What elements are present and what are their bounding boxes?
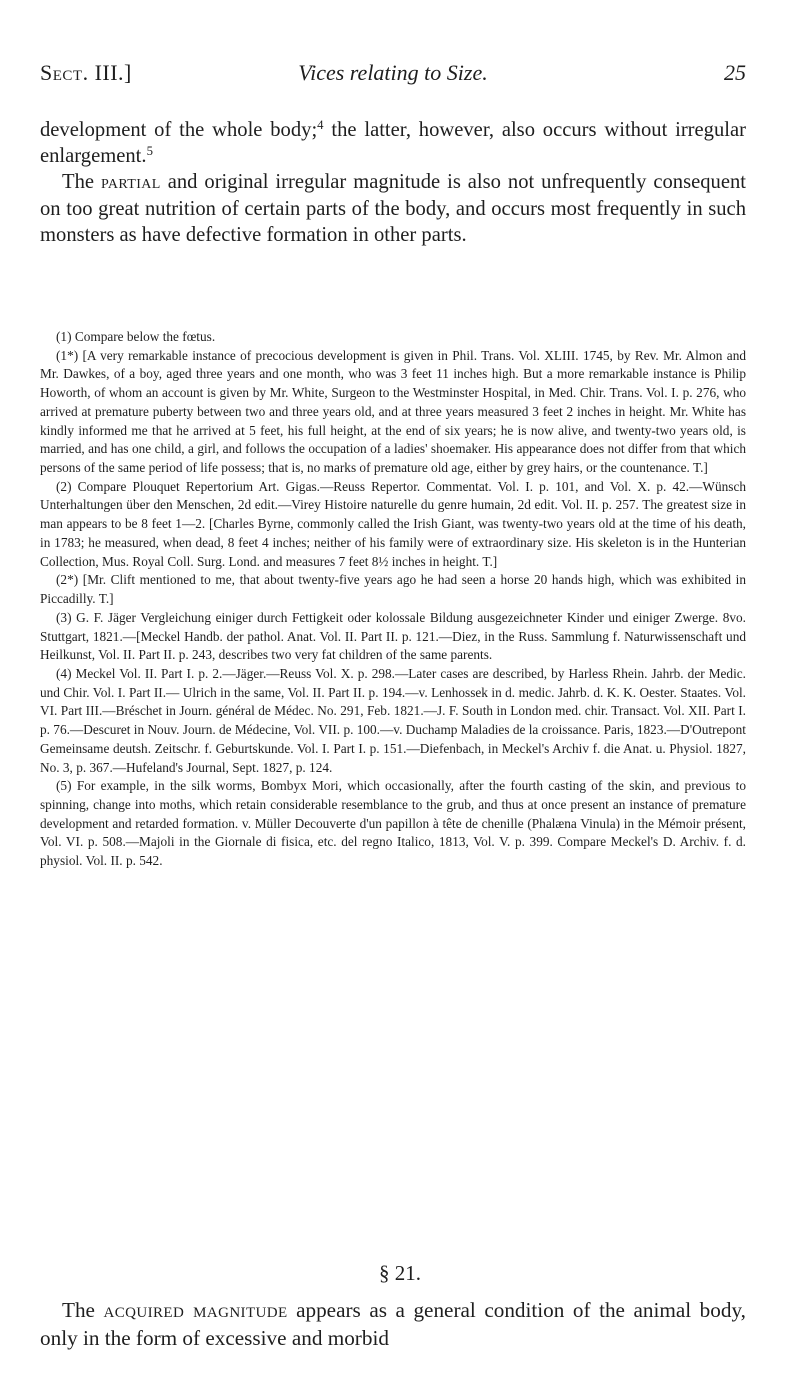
text-run: the latter, however, also occurs without irregular enlargement. (40, 119, 746, 168)
footnotes (40, 328, 746, 871)
text-run: development of the whole body; (40, 119, 318, 141)
text-run: and original irregular magnitude is also not unfrequently consequent on too great nutrition of certain parts of the body, and occurs most frequently in such monsters as have defective formation in other parts. (40, 171, 746, 246)
footnote-1: (1) Compare below the fœtus. (56, 329, 216, 344)
section-label: Sect. III.] (40, 60, 132, 85)
footnote-4: (4) Meckel Vol. II. Part I. p. 2.—Jäger.—Reuss Vol. X. p. 298.—Later cases are described, by Harless Rhein. Jahrb. der Medic. und Chir. Vol. I. Part II.— Ulrich in the same, Vol. II. Part II. p. 194.—v. Lenhossek in d. medic. Jahrb. d. K. K. Oester. Staates. Vol. VI. Part III.—Bréschet in Journ. général de Médec. No. 291, Feb. 1821.—J. F. South in London med. chir. Transact. Vol. XII. Part I. p. 76.—Descuret in Nouv. Journ. de Médecine, Vol. VII. p. 100.—v. Duchamp Maladies de la croissance. Paris, 1823.—D'Outrepont Gemeinsame deutsh. Zeitschr. f. Geburtskunde. Vol. I. Part I. p. 151.—Diefenbach, in Meckel's Archiv f. die Anat. u. Physiol. 1827, No. 3, p. 367.—Hufeland's Journal, Sept. 1827, p. 124. (40, 665, 747, 775)
small-caps-term: partial (100, 171, 161, 194)
section-heading: § 21. (379, 1261, 421, 1285)
paragraph-acquired-magnitude (40, 1296, 746, 1352)
footnote-5: (5) For example, in the silk worms, Bombyx Mori, which occasionally, after the fourth casting of the skin, and previous to spinning, change into moths, which retain considerable resemblance to the grub, and thus at once present an instance of premature development and retarded formation. v. Müller Decouverte d'un papillon à tête de chenille (Phalæna Vinula) in the Mémoir présent, Vol. VI. p. 508.—Majoli in the Giornale di fisica, etc. del regno Italico, 1813, Vol. V. p. 399. Compare Meckel's D. Archiv. f. d. physiol. Vol. II. p. 542. (40, 778, 746, 869)
text-run: appears as a general condition of the animal body, only in the form of excessive and morbid (40, 1298, 746, 1350)
page-number: 25 (724, 60, 746, 85)
footnote-1-star: (1*) [A very remarkable instance of precocious development is given in Phil. Trans. Vol. XLIII. 1745, by Rev. Mr. Almon and Mr. Dawkes, of a boy, aged three years and one month, who was 3 feet 11 inches high. But a more remarkable instance is Philip Howorth, of whom an account is given by Mr. White, Surgeon to the Westminster Hospital, in Med. Chir. Trans. Vol. I. p. 276, who arrived at premature puberty between two and three years old, and at three years measured 3 feet 2 inches in height. Mr. White has kindly informed me that he arrived at 5 feet, his full height, at the end of six years; he is now alive, and twenty-two years old, is married, and has one child, a girl, and follows the occupation of a ladies' shoemaker. His appearance does not differ from that which persons of the same period of life possess; that is, no marks of premature old age, either by grey hairs, or the countenance. T.] (40, 347, 746, 476)
paragraph-continued (40, 117, 746, 169)
small-caps-term: acquired magnitude (103, 1298, 288, 1322)
main-text (40, 117, 746, 248)
footnote-ref-4[interactable]: 4 (317, 117, 324, 132)
section-21-text (40, 1296, 746, 1352)
footnote-2: (2) Compare Plouquet Repertorium Art. Gigas.—Reuss Repertor. Commentat. Vol. I. p. 101, and Vol. X. p. 42.—Wünsch Unterhaltungen über den Menschen, 2d edit.—Virey Histoire naturelle du genre humain, 2d edit. Vol. II. p. 257. The greatest size in man appears to be 8 feet 1—2. [Charles Byrne, commonly called the Irish Giant, was twenty-two years old at the time of his death, in 1783; he measured, when dead, 8 feet 4 inches; neither of his family were of extraordinary size. His skeleton is in the Hunterian Collection, Mus. Royal Coll. Surg. Lond. and measures 7 feet 8½ inches in height. T.] (40, 478, 746, 569)
running-head (40, 60, 746, 94)
paragraph-partial-magnitude (40, 169, 746, 248)
text-run: The (62, 1298, 104, 1322)
footnote-2-star: (2*) [Mr. Clift mentioned to me, that about twenty-five years ago he had seen a horse 20 hands high, which was exhibited in Piccadilly. T.] (40, 572, 746, 607)
footnote-ref-5[interactable]: 5 (146, 144, 153, 159)
text-run: The (62, 171, 101, 194)
footnote-3: (3) G. F. Jäger Vergleichung einiger durch Fettigkeit oder kolossale Bildung ausgezeichneter Kinder und einiger Zwerge. 8vo. Stuttgart, 1821.—[Meckel Handb. der pathol. Anat. Vol. II. Part II. p. 121.—Diez, in the Russ. Sammlung f. Naturwissenschaft und Heilkunst, Vol. II. Part II. p. 243, describes two very fat children of the same parents. (40, 609, 746, 663)
running-title: Vices relating to Size. (298, 60, 488, 85)
